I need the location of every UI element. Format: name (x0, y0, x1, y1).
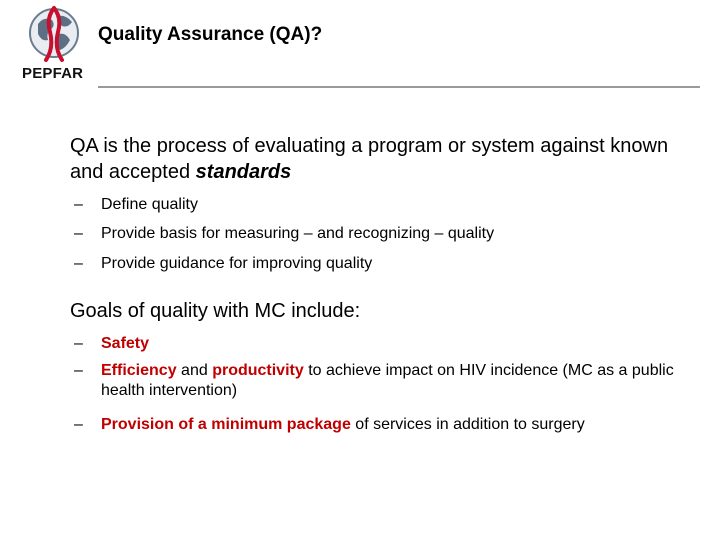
bullet-dash: – (74, 362, 83, 379)
intro-text: QA is the process of evaluating a program or system against known and accepted (70, 135, 669, 183)
bullet-text: Define quality (101, 196, 198, 213)
intro-bullet (74, 195, 198, 215)
bullet-dash: – (74, 196, 83, 213)
goal-text: to achieve impact on HIV incidence (MC as a public health intervention) (101, 362, 674, 399)
intro-emphasis: standards (195, 161, 292, 183)
bullet-dash: – (74, 335, 83, 352)
bullet-text: Provide guidance for improving quality (101, 255, 373, 272)
goal-highlight: productivity (212, 362, 304, 379)
globe-ribbon-icon (28, 4, 84, 62)
slide-title: Quality Assurance (QA)? (98, 24, 323, 45)
intro-paragraph (70, 133, 670, 185)
goal-highlight: Provision of a minimum package (101, 416, 351, 433)
goals-heading: Goals of quality with MC include: (70, 300, 361, 322)
bullet-dash: – (74, 255, 83, 272)
goal-bullet (74, 361, 684, 400)
goal-highlight: Efficiency (101, 362, 177, 379)
intro-bullet (74, 254, 372, 274)
pepfar-logo (22, 4, 88, 84)
goal-text: of services in addition to surgery (350, 416, 585, 433)
logo-text: PEPFAR (22, 65, 84, 82)
bullet-text: Provide basis for measuring – and recognizing – quality (101, 225, 495, 242)
title-divider (98, 86, 700, 88)
goal-bullet (74, 334, 149, 354)
intro-bullet (74, 224, 494, 244)
goal-text: and (176, 362, 213, 379)
bullet-dash: – (74, 416, 83, 433)
bullet-dash: – (74, 225, 83, 242)
goal-highlight: Safety (101, 335, 150, 352)
goal-bullet (74, 415, 684, 435)
